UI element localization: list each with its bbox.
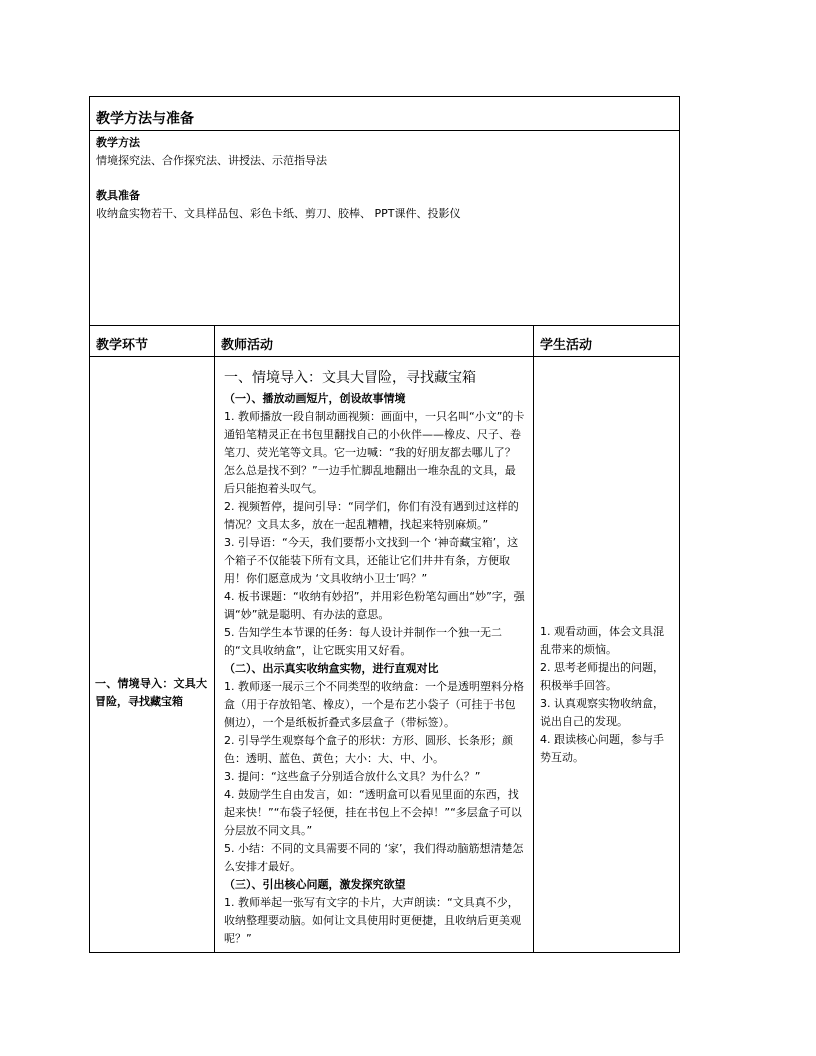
teacher-activity-item: 3. 提问：“这些盒子分别适合放什么文具？为什么？” <box>224 770 481 783</box>
teacher-activity-subheading: （二）、出示真实收纳盒实物，进行直观对比 <box>224 662 439 675</box>
teacher-activity-item: 5. 小结：不同的文具需要不同的 ‘家’，我们得动脑筋想清楚怎么安排才最好。 <box>224 842 524 873</box>
student-activity-item: 1. 观看动画，体会文具混乱带来的烦恼。 <box>540 625 664 656</box>
stage-cell <box>90 357 214 952</box>
teacher-activity-item: 1. 教师播放一段自制动画视频：画面中，一只名叫“小文”的卡通铅笔精灵正在书包里翻找自己的小伙伴——橡皮、尺子、卷笔刀、荧光笔等文具。它一边喊：“我的好朋友都去哪儿了？怎么总是找不到？”一边手忙脚乱地翻出一堆杂乱的文具，最后只能抱着头叹气。 <box>224 410 525 495</box>
student-activity-content <box>540 623 672 767</box>
teacher-activity-subheading: （三）、引出核心问题，激发探究欲望 <box>224 878 406 891</box>
student-activity-item: 3. 认真观察实物收纳盒，说出自己的发现。 <box>540 697 664 728</box>
col-header-student: 学生活动 <box>540 338 593 353</box>
tools-label: 教具准备 <box>96 189 140 202</box>
lesson-plan-table <box>89 96 680 953</box>
stage-text: 一、情境导入：文具大冒险，寻找藏宝箱 <box>95 677 207 708</box>
col-header-teacher: 教师活动 <box>221 338 274 353</box>
teacher-activity-item: 4. 鼓励学生自由发言，如：“透明盒可以看见里面的东西，找起来快！”“布袋子轻便，挂在书包上不会掉！”“多层盒子可以分层放不同文具。” <box>224 788 522 837</box>
teacher-activity-item: 2. 视频暂停，提问引导：“同学们，你们有没有遇到过这样的情况？文具太多，放在一起乱糟糟，找起来特别麻烦。” <box>224 500 519 531</box>
student-activity-item: 2. 思考老师提出的问题，积极举手回答。 <box>540 661 664 692</box>
teacher-activity-cell <box>215 357 533 952</box>
teacher-activity-subheading: （一）、播放动画短片，创设故事情境 <box>224 392 406 405</box>
student-activity-cell <box>534 357 680 952</box>
teacher-activity-item: 3. 引导语：“今天，我们要帮小文找到一个 ‘神奇藏宝箱’，这个箱子不仅能装下所有文具，还能让它们井井有条，方便取用！你们愿意成为 ‘文具收纳小卫士’吗？” <box>224 536 519 585</box>
teacher-activity-title: 一、情境导入：文具大冒险，寻找藏宝箱 <box>224 370 476 386</box>
column-header-row <box>90 326 679 357</box>
section-title-row <box>90 97 679 131</box>
methods-text: 情境探究法、合作探究法、讲授法、示范指导法 <box>96 154 327 167</box>
teacher-activity-item: 5. 告知学生本节课的任务：每人设计并制作一个独一无二的“文具收纳盒”，让它既实用又好看。 <box>224 626 502 657</box>
teacher-activity-content <box>224 367 526 948</box>
teacher-activity-item: 4. 板书课题：“收纳有妙招”，并用彩色粉笔勾画出“妙”字，强调“妙”就是聪明、有办法的意思。 <box>224 590 525 621</box>
col-header-stage: 教学环节 <box>96 338 149 353</box>
student-activity-item: 4. 跟读核心问题，参与手势互动。 <box>540 733 664 764</box>
teacher-activity-item: 2. 引导学生观察每个盒子的形状：方形、圆形、长条形；颜色：透明、蓝色、黄色；大小：大、中、小。 <box>224 734 513 765</box>
tools-text: 收纳盒实物若干、文具样品包、彩色卡纸、剪刀、胶棒、 PPT课件、投影仪 <box>96 207 461 220</box>
methods-and-tools-row <box>90 131 679 326</box>
teacher-activity-item: 1. 教师举起一张写有文字的卡片，大声朗读：“文具真不少，收纳整理要动脑。如何让文具使用时更便捷，且收纳后更美观呢？” <box>224 896 521 945</box>
methods-label: 教学方法 <box>96 136 140 149</box>
section-title: 教学方法与准备 <box>96 111 194 127</box>
teacher-activity-item: 1. 教师逐一展示三个不同类型的收纳盒：一个是透明塑料分格盒（用于存放铅笔、橡皮），一个是布艺小袋子（可挂于书包侧边），一个是纸板折叠式多层盒子（带标签）。 <box>224 680 524 729</box>
